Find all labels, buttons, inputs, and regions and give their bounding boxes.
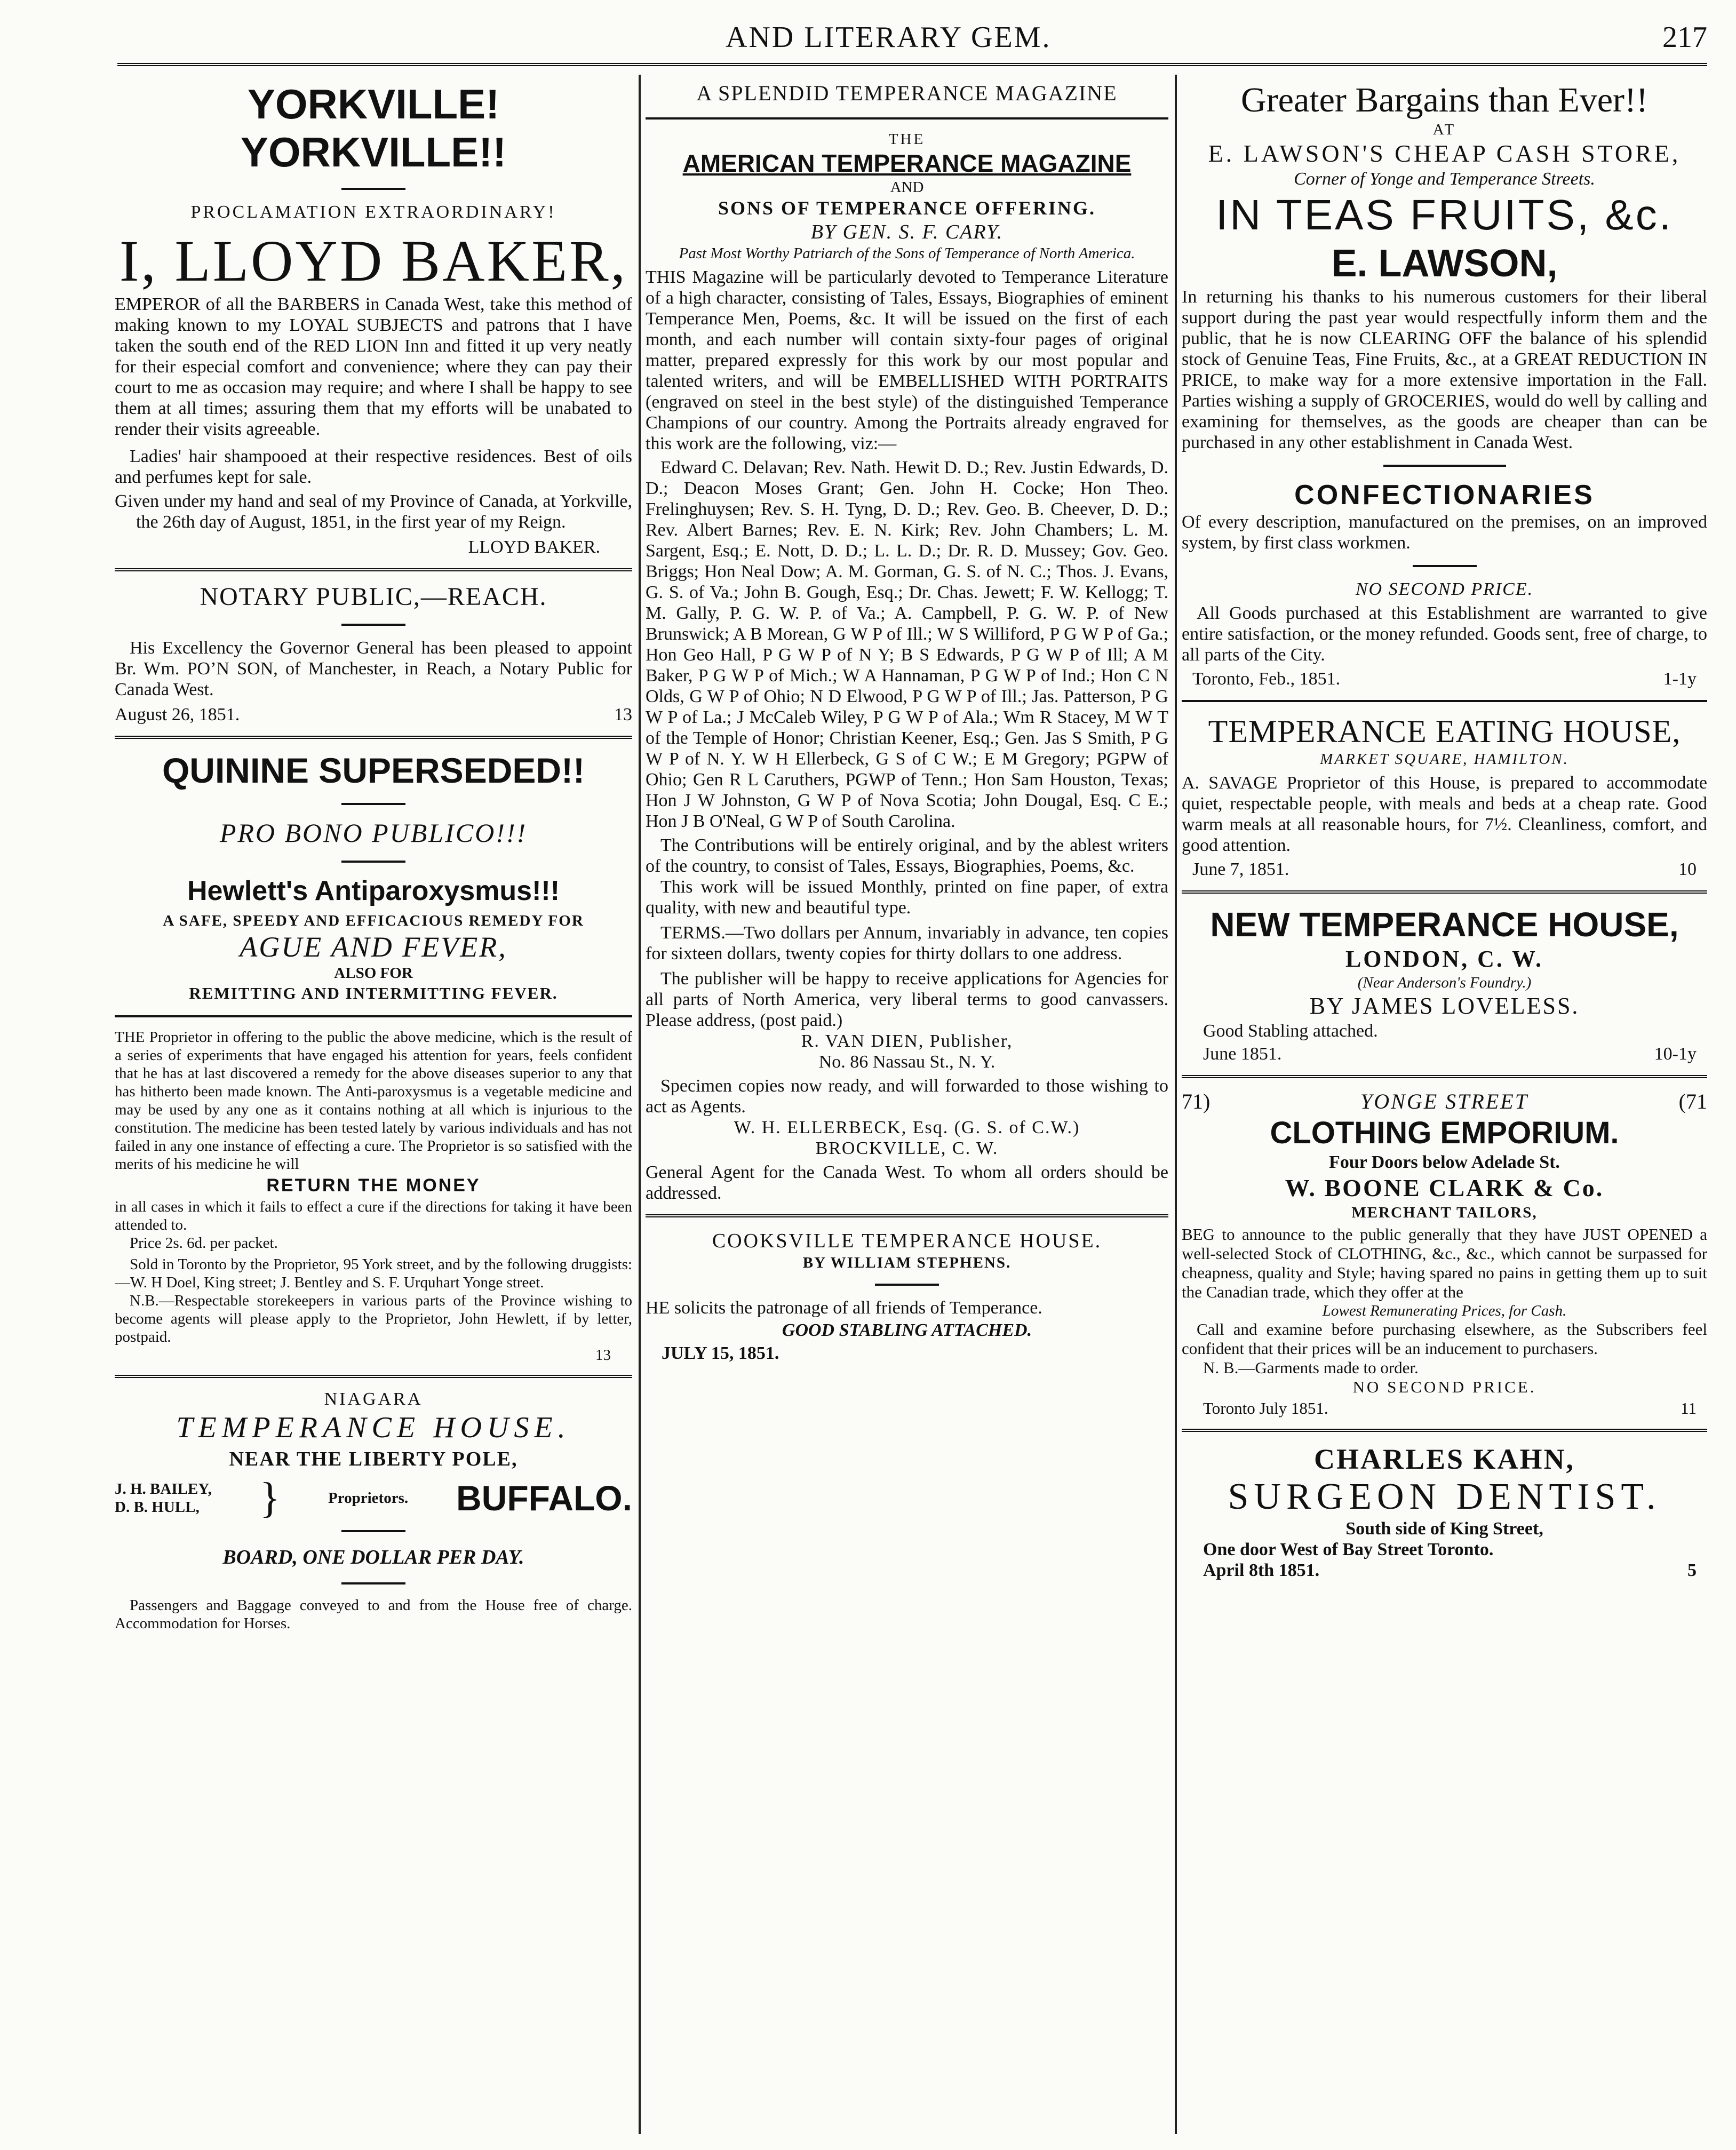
column-rule-2 <box>1175 75 1177 2134</box>
cooksville-by: BY WILLIAM STEPHENS. <box>802 1254 1012 1271</box>
near-liberty-pole: NEAR THE LIBERTY POLE, <box>229 1448 518 1470</box>
sold-in-toronto: Sold in Toronto by the Proprietor, 95 York street, and by the following druggists:—W. H Doel, King street; J. Bentley and S. F. Urquhart Yonge street. <box>115 1256 632 1291</box>
clothing-body-2: Call and examine before purchasing elsewhere, as the Subscribers feel confident that their prices will be an inducement to purchasers. <box>1182 1320 1707 1358</box>
cooksville-headline: COOKSVILLE TEMPERANCE HOUSE. <box>712 1230 1102 1252</box>
clothing-body: BEG to announce to the public generally that they have JUST OPENED a well-selected Stock of CLOTHING, &c., &c., which cannot be surpassed for cheapness, quality and Style; having spared no pains in getting them up to suit the Canadian trade, which they offer at the <box>1182 1225 1707 1301</box>
column-rule-1 <box>639 75 641 2134</box>
eating-house-ref: 10 <box>1678 859 1697 879</box>
divider <box>646 117 1168 120</box>
yorkville-headline: YORKVILLE! YORKVILLE!! <box>240 81 507 176</box>
price-line: Price 2s. 6d. per packet. <box>130 1235 278 1252</box>
divider <box>341 803 405 805</box>
magazine-the: THE <box>888 131 926 148</box>
confectionaries-body: Of every description, manufactured on the premises, on an improved system, by first class workmen. <box>1182 512 1707 553</box>
nb-storekeepers: N.B.—Respectable storekeepers in various parts of the Province wishing to become agents will please apply to the Proprietor, John Hewlett, if by letter, postpaid. <box>115 1292 632 1345</box>
publisher-name: R. VAN DIEN, Publisher, <box>801 1031 1013 1051</box>
quinine-body-2: in all cases in which it fails to effect a cure if the directions for taking it have been attended to. <box>115 1198 632 1233</box>
number-right: (71 <box>1678 1089 1707 1113</box>
publisher-note: The publisher will be happy to receive applications for Agencies for all parts of North America, very liberal terms to good canvassers. Please address, (post paid.) <box>646 969 1168 1030</box>
magazine-and: AND <box>890 179 924 196</box>
divider <box>115 736 632 739</box>
board-price: BOARD, ONE DOLLAR PER DAY. <box>222 1546 524 1568</box>
quinine-headline: QUININE SUPERSEDED!! <box>162 751 585 790</box>
column-3 <box>1182 80 1707 2139</box>
four-doors: Four Doors below Adelade St. <box>1329 1152 1560 1172</box>
good-stabling: GOOD STABLING ATTACHED. <box>782 1320 1032 1340</box>
lawson-at: AT <box>1432 121 1456 138</box>
ague-and-fever: AGUE AND FEVER, <box>240 931 507 963</box>
running-title: AND LITERARY GEM. <box>726 21 1052 54</box>
splendid-magazine: A SPLENDID TEMPERANCE MAGAZINE <box>696 81 1118 105</box>
specimen-copies: Specimen copies now ready, and will forwarded to those wishing to act as Agents. <box>646 1076 1168 1117</box>
bargains-headline: Greater Bargains than Ever!! <box>1241 81 1648 120</box>
clothing-ref: 11 <box>1681 1399 1697 1418</box>
dentist-ad <box>1182 1443 1707 1581</box>
past-patriarch: Past Most Worthy Patriarch of the Sons of Temperance of North America. <box>679 245 1135 262</box>
notary-ad <box>115 582 632 725</box>
quinine-ad <box>115 750 632 1364</box>
notary-body: His Excellency the Governor General has been pleased to appoint Br. Wm. PO’N SON, of Manchester, in Reach, a Notary Public for Canada West. <box>115 638 632 699</box>
magazine-title: AMERICAN TEMPERANCE MAGAZINE <box>682 149 1132 177</box>
by-loveless: BY JAMES LOVELESS. <box>1309 993 1580 1019</box>
page-number: 217 <box>1662 21 1707 54</box>
terms: TERMS.—Two dollars per Annum, invariably in advance, ten copies for sixteen dollars, twenty copies for thirty dollars to one address. <box>646 923 1168 963</box>
divider <box>341 188 405 190</box>
eating-house-headline: TEMPERANCE EATING HOUSE, <box>1208 714 1681 749</box>
yorkville-body: EMPEROR of all the BARBERS in Canada West, take this method of making known to my LOYAL SUBJECTS and patrons that I have taken the south end of the RED LION Inn and fitted it up very neatly for their especial comfort and convenience; where they can pay their court to me as occasion may require; and where I shall be happy to see them at all times; assuring them that my efforts will be unabated to render their visits agreeable. <box>115 294 632 439</box>
confectionaries-ref: 1-1y <box>1663 669 1697 689</box>
remedy-line: A SAFE, SPEEDY AND EFFICACIOUS REMEDY FOR <box>163 912 584 929</box>
new-house-headline: NEW TEMPERANCE HOUSE, <box>1210 905 1679 944</box>
cash-store: E. LAWSON'S CHEAP CASH STORE, <box>1208 140 1681 167</box>
new-house-date: June 1851. <box>1203 1044 1282 1064</box>
one-door-west: One door West of Bay Street Toronto. <box>1203 1540 1494 1559</box>
market-square: MARKET SQUARE, HAMILTON. <box>1320 751 1569 768</box>
signature: LLOYD BAKER. <box>468 537 600 557</box>
notary-date: August 26, 1851. <box>115 705 240 724</box>
notary-ref: 13 <box>614 705 632 724</box>
confectionaries-body-2: All Goods purchased at this Establishment are warranted to give entire satisfaction, or the money refunded. Goods sent, free of charge, to all parts of the City. <box>1182 603 1707 665</box>
column-1 <box>115 80 632 2139</box>
new-house-stabling: Good Stabling attached. <box>1203 1021 1378 1041</box>
divider <box>115 568 632 571</box>
niagara-place: NIAGARA <box>324 1389 423 1409</box>
yorkville-ad <box>115 80 632 558</box>
return-the-money: RETURN THE MONEY <box>266 1175 481 1196</box>
publisher-address: No. 86 Nassau St., N. Y. <box>818 1052 996 1072</box>
by-gen-cary: BY GEN. S. F. CARY. <box>810 221 1004 243</box>
surgeon-dentist: SURGEON DENTIST. <box>1228 1476 1661 1517</box>
divider <box>115 1015 632 1017</box>
notary-headline: NOTARY PUBLIC,—REACH. <box>200 583 547 611</box>
london-cw: LONDON, C. W. <box>1345 946 1544 972</box>
divider <box>1182 1429 1707 1432</box>
cooksville-body: HE solicits the patronage of all friends of Temperance. <box>646 1298 1042 1318</box>
clothing-no-second-price: NO SECOND PRICE. <box>1352 1377 1536 1396</box>
confectionaries-ad <box>1182 479 1707 689</box>
quinine-ref: 13 <box>595 1347 611 1364</box>
divider <box>1182 700 1707 702</box>
buffalo-city: BUFFALO. <box>456 1478 632 1518</box>
divider <box>1383 465 1506 467</box>
divider <box>115 1375 632 1378</box>
divider <box>875 1284 939 1286</box>
confectionaries-date: Toronto, Feb., 1851. <box>1192 669 1341 689</box>
new-house-ref: 10-1y <box>1654 1044 1697 1064</box>
near-foundry: (Near Anderson's Foundry.) <box>1357 974 1532 991</box>
cooksville-date: JULY 15, 1851. <box>662 1343 779 1363</box>
ladies-notice: Ladies' hair shampooed at their respective residences. Best of oils and perfumes kept for sale. <box>115 447 632 487</box>
new-temperance-house-ad <box>1182 904 1707 1064</box>
lowest-prices: Lowest Remunerating Prices, for Cash. <box>1322 1302 1567 1319</box>
clothing-date: Toronto July 1851. <box>1203 1399 1328 1418</box>
given-under-hand: Given under my hand and seal of my Province of Canada, at Yorkville, the 26th day of August, 1851, in the first year of my Reign. <box>115 491 632 532</box>
magazine-ad <box>646 80 1168 1204</box>
magazine-body: THIS Magazine will be particularly devoted to Temperance Literature of a high character, consisting of Tales, Essays, Biographies of eminent Temperance Men, Poems, &c. It will be issued on the first of each month, and each number will contain sixty-four pages of original matter, prepared expressly for this work by our most popular and talented writers, and will be EMBELLISHED WITH PORTRAITS (engraved on steel in the best style) of the distinguished Temperance Champions of our country. Among the Portraits already engraved for this work are the following, viz:— <box>646 267 1168 453</box>
clothing-headline: CLOTHING EMPORIUM. <box>1270 1116 1619 1150</box>
divider <box>341 1582 405 1584</box>
agent-town: BROCKVILLE, C. W. <box>815 1138 999 1158</box>
confectionaries-headline: CONFECTIONARIES <box>1294 480 1595 511</box>
lawson-name: E. LAWSON, <box>1331 242 1558 285</box>
header-rule <box>117 63 1707 66</box>
yonge-street: YONGE STREET <box>1360 1089 1528 1113</box>
divider <box>1182 1075 1707 1078</box>
eating-house-body: A. SAVAGE Proprietor of this House, is prepared to accommodate quiet, respectable people, with meals and beds at a cheap rate. Good warm meals at all reasonable hours, for 7½. Cleanliness, comfort, and good attention. <box>1182 773 1707 855</box>
dentist-ref: 5 <box>1687 1560 1697 1580</box>
page-header <box>117 11 1707 64</box>
lloyd-baker-name: I, LLOYD BAKER, <box>119 228 628 293</box>
general-agent: General Agent for the Canada West. To whom all orders should be addressed. <box>646 1162 1168 1203</box>
teas-fruits: IN TEAS FRUITS, &c. <box>1216 191 1673 238</box>
cooksville-ad <box>646 1228 1168 1364</box>
lawson-body: In returning his thanks to his numerous customers for their liberal support during the past year would respectfully inform them and the public, that he is now CLEARING OFF the balance of his splendid stock of Genuine Teas, Fine Fruits, &c., at a GREAT REDUCTION IN PRICE, to make way for a more extensive importation in the Fall. Parties wishing a supply of GROCERIES, would do well by calling and examining for themselves, as the goods are cheaper than can be purchased in any other establishment in Canada West. <box>1182 287 1707 452</box>
also-for: ALSO FOR <box>334 965 413 982</box>
proprietor-bailey: J. H. BAILEY, <box>115 1480 212 1498</box>
lawson-ad <box>1182 80 1707 453</box>
quinine-body: THE Proprietor in offering to the public the above medicine, which is the result of a series of experiments that have engaged his attention for years, feels confident that he has at last discovered a remedy for the above diseases superior to any that has hitherto been made known. The Anti-paroxysmus is a vegetable medicine and may be used by any one as it contains nothing at all which is injurious to the constitution. The medicine has been tested lately by various individuals and has not failed in any one instance of effecting a cure. The Proprietor is so satisfied with the merits of his medicine he will <box>115 1029 632 1173</box>
niagara-ad: NIAGARA TEMPERANCE HOUSE. NEAR THE LIBERTY POLE, J. H. BAILEY, D. B. HULL, } Proprietors. BUFFALO. BOARD, ONE DOLLAR PER DAY. Passengers and Baggage conveyed to and from the House free of charge. Accommodation for Horses. <box>115 1389 632 1632</box>
eating-house-ad <box>1182 713 1707 880</box>
charles-kahn: CHARLES KAHN, <box>1313 1443 1575 1475</box>
issued-monthly: This work will be issued Monthly, printed on fine paper, of extra quality, with new and beautiful type. <box>646 877 1168 918</box>
remitting-fever: REMITTING AND INTERMITTING FEVER. <box>189 984 558 1002</box>
sons-of-temperance: SONS OF TEMPERANCE OFFERING. <box>718 197 1096 219</box>
contributions: The Contributions will be entirely original, and by the ablest writers of the country, to consist of Tales, Essays, Biographies, Poems, &c. <box>646 835 1168 876</box>
firm-name: W. BOONE CLARK & Co. <box>1285 1174 1604 1201</box>
store-corner: Corner of Yonge and Temperance Streets. <box>1294 169 1595 189</box>
product-name: Hewlett's Antiparoxysmus!!! <box>187 875 560 906</box>
divider <box>1413 565 1477 567</box>
pro-bono-publico: PRO BONO PUBLICO!!! <box>219 818 528 848</box>
agent-name: W. H. ELLERBECK, Esq. (G. S. of C.W.) <box>734 1118 1080 1137</box>
eating-house-date: June 7, 1851. <box>1192 859 1289 879</box>
divider <box>341 624 405 626</box>
niagara-body: Passengers and Baggage conveyed to and from the House free of charge. Accommodation for Horses. <box>115 1597 632 1632</box>
temperance-house-headline: TEMPERANCE HOUSE. <box>176 1411 571 1444</box>
divider <box>341 861 405 863</box>
clothing-ad <box>1182 1089 1707 1418</box>
number-left: 71) <box>1182 1089 1211 1113</box>
merchant-tailors: MERCHANT TAILORS, <box>1351 1204 1538 1221</box>
proprietors-label: Proprietors. <box>328 1490 409 1507</box>
garments-note: N. B.—Garments made to order. <box>1203 1358 1419 1377</box>
portrait-names: Edward C. Delavan; Rev. Nath. Hewit D. D.; Rev. Justin Edwards, D. D.; Deacon Moses Grant; Gen. John H. Cocke; Hon Theo. Frelinghuysen; Rev. S. H. Tyng, D. D.; Rev. Geo. B. Cheever, D. D.; Rev. Albert Barnes; Rev. E. N. Kirk; Rev. John Chambers; L. M. Sargent, Esq.; E. Nott, D. D.; L. L. D.; Dr. R. D. Mussey; Gov. Geo. Briggs; Hon Neal Dow; A. M. Gorman, G. S. of N. C.; Thos. J. Evans, G. S. of Va.; John B. Gough, Esq.; Dr. Chas. Jewett; F. W. Kellogg; T. M. Gally, P. G. W. P. of Va.; A. Campbell, P. G. W. P. of New Brunswick; A B Morean, G W P of Ill.; W S Williford, P G W P of Ga.; Hon Geo Hall, P G W P of N Y; B S Edwards, P G W P of Ill; A M Baker, P G W P of Mich.; W A Hannaman, P G W P of Ind.; Hon C N Olds, G W P of Ohio; N D Elwood, P G W P of Ill.; Jas. Patterson, P G W P of La.; J McCaleb Wiley, P G W P of Ala.; Wm R Stacey, M W T of the Temple of Honor; Christian Keener, Esq.; Gen. Jas S Smith, P G W P of N. Y. W H Ellerbeck, G S of C W.; E M Gregory; PGPW of Ohio; Gen R L Caruthers, PGWP of Tenn.; Hon Sam Houston, Texas; Hon J W Johnston, G W P of Nova Scotia; John Dougal, Esq. C E.; Hon J B O'Neal, G W P of South Carolina. <box>646 458 1168 831</box>
dentist-date: April 8th 1851. <box>1203 1560 1320 1580</box>
divider <box>341 1530 405 1532</box>
proclamation-subhead: PROCLAMATION EXTRAORDINARY! <box>190 202 556 222</box>
proprietor-hull: D. B. HULL, <box>115 1499 200 1516</box>
no-second-price: NO SECOND PRICE. <box>1355 579 1534 599</box>
column-2 <box>646 80 1168 2139</box>
south-side-king: South side of King Street, <box>1345 1519 1543 1539</box>
divider <box>1182 890 1707 894</box>
divider <box>646 1214 1168 1217</box>
